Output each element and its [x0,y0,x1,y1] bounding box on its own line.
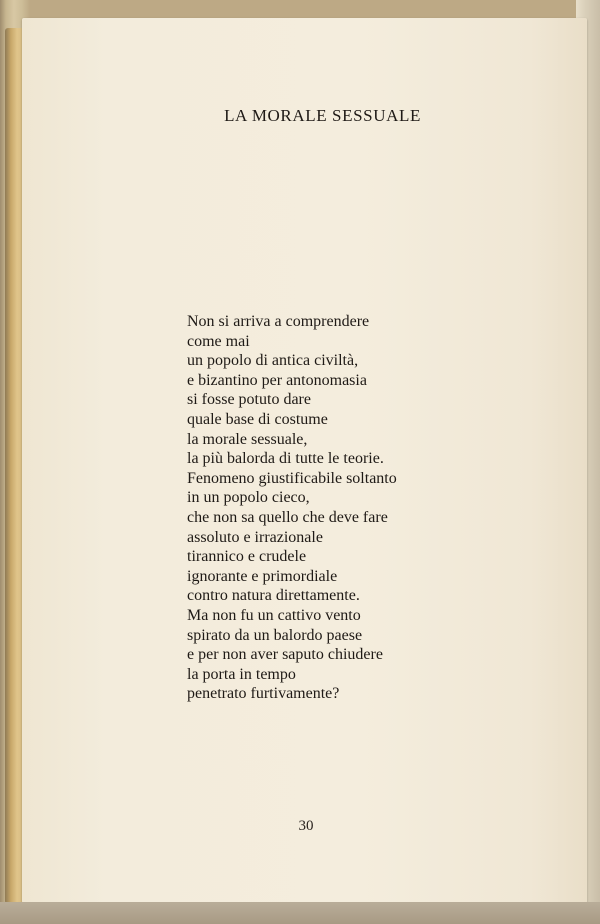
poem-line: penetrato furtivamente? [187,685,340,703]
poem-line: la più balorda di tutte le teorie. [187,450,384,468]
poem-line: e bizantino per antonomasia [187,371,367,389]
poem-line: tirannico e crudele [187,548,307,566]
poem-line: assoluto e irrazionale [187,528,323,546]
poem-line: quale base di costume [187,410,328,428]
poem-line: spirato da un balordo paese [187,626,363,644]
poem-line: Fenomeno giustificabile soltanto [187,469,397,487]
poem-line: ignorante e primordiale [187,567,338,585]
table-surface [0,902,600,924]
poem-line: come mai [187,332,250,350]
poem-line: la morale sessuale, [187,430,308,448]
poem-line: Ma non fu un cattivo vento [187,606,361,624]
poem-line: contro natura direttamente. [187,587,360,605]
poem-line: che non sa quello che deve fare [187,508,388,526]
poem-line: e per non aver saputo chiudere [187,646,383,664]
poem-line: Non si arriva a comprendere [187,313,370,330]
poem-line: si fosse potuto dare [187,391,311,409]
poem-line: un popolo di antica civiltà, [187,352,359,370]
page-title: LA MORALE SESSUALE [224,106,421,125]
page-number: 30 [298,818,314,834]
poem-text [187,312,397,704]
poem-line: la porta in tempo [187,665,296,683]
poem-line: in un popolo cieco, [187,489,310,507]
